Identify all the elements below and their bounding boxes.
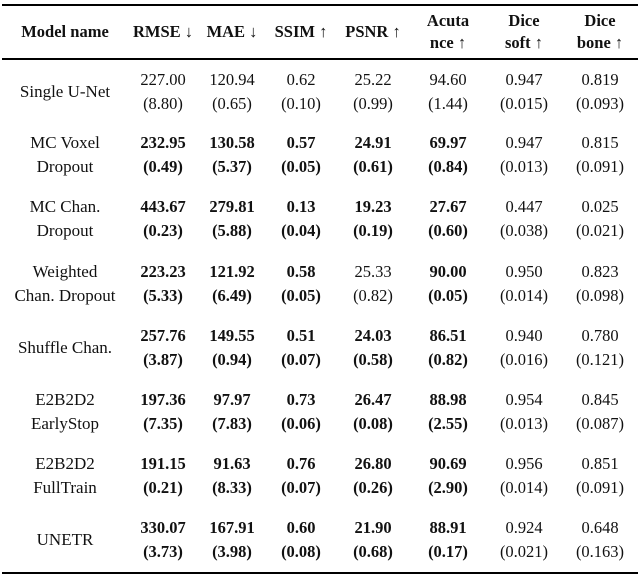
- metric-std: (0.61): [353, 157, 393, 177]
- metric-std: (1.44): [428, 93, 468, 113]
- metric-std: (0.68): [353, 541, 393, 561]
- header-label-line: soft ↑: [504, 33, 544, 52]
- metric-cell: [410, 444, 486, 508]
- results-table: [2, 4, 638, 574]
- header-label-line: MAE ↓: [206, 22, 258, 41]
- model-name-line: Dropout: [36, 157, 94, 177]
- metric-cell: [266, 508, 336, 572]
- metric-mean: 0.57: [286, 133, 316, 153]
- metric-mean: 223.23: [140, 261, 186, 281]
- model-name-line: EarlyStop: [31, 414, 99, 434]
- header-label-line: Acuta: [426, 11, 470, 30]
- metric-std: (0.49): [143, 157, 183, 177]
- table-row: [2, 123, 638, 187]
- metric-cell: [336, 123, 410, 187]
- model-name-line: Shuffle Chan.: [17, 337, 113, 357]
- model-name-cell: [2, 59, 128, 123]
- metric-mean: 0.819: [581, 69, 619, 89]
- table-row: [2, 316, 638, 380]
- metric-cell: [486, 444, 562, 508]
- metric-cell: [198, 59, 266, 123]
- metric-mean: 90.69: [429, 454, 467, 474]
- metric-cell: [562, 380, 638, 444]
- metric-std: (0.19): [353, 221, 393, 241]
- metric-cell: [266, 316, 336, 380]
- metric-mean: 0.025: [581, 197, 619, 217]
- metric-mean: 0.447: [505, 197, 543, 217]
- metric-mean: 0.73: [286, 390, 316, 410]
- ssim-header: [266, 5, 336, 59]
- metric-cell: [198, 187, 266, 251]
- metric-std: (0.05): [281, 285, 321, 305]
- metric-std: (0.093): [575, 93, 625, 113]
- metric-mean: 94.60: [429, 69, 467, 89]
- metric-cell: [410, 187, 486, 251]
- table-row: [2, 508, 638, 572]
- metric-mean: 167.91: [209, 517, 255, 537]
- metric-cell: [336, 444, 410, 508]
- metric-std: (0.08): [353, 414, 393, 434]
- model-name-line: E2B2D2: [35, 390, 95, 410]
- metric-cell: [410, 123, 486, 187]
- metric-cell: [562, 59, 638, 123]
- model-name-line: UNETR: [36, 529, 94, 549]
- metric-cell: [410, 59, 486, 123]
- metric-mean: 0.51: [286, 325, 316, 345]
- table-row: [2, 59, 638, 123]
- metric-mean: 0.947: [505, 69, 543, 89]
- metric-mean: 69.97: [429, 133, 467, 153]
- metric-std: (0.06): [281, 414, 321, 434]
- metric-cell: [198, 380, 266, 444]
- model-name-line: MC Voxel: [30, 133, 100, 153]
- metric-cell: [486, 252, 562, 316]
- metric-std: (0.10): [281, 93, 321, 113]
- metric-cell: [128, 380, 198, 444]
- metric-cell: [562, 444, 638, 508]
- metric-mean: 0.58: [286, 261, 316, 281]
- metric-mean: 232.95: [140, 133, 186, 153]
- metric-std: (0.038): [499, 221, 549, 241]
- metric-std: (3.87): [143, 349, 183, 369]
- metric-cell: [198, 316, 266, 380]
- metric-std: (0.021): [499, 541, 549, 561]
- metric-cell: [410, 252, 486, 316]
- metric-std: (0.014): [499, 285, 549, 305]
- metric-std: (0.58): [353, 349, 393, 369]
- metric-std: (0.60): [428, 221, 468, 241]
- metric-cell: [266, 444, 336, 508]
- model-name-header: [2, 5, 128, 59]
- metric-mean: 26.47: [354, 390, 392, 410]
- metric-std: (0.163): [575, 541, 625, 561]
- model-name-line: Single U-Net: [19, 81, 111, 101]
- metric-mean: 330.07: [140, 517, 186, 537]
- metric-cell: [410, 316, 486, 380]
- metric-cell: [266, 187, 336, 251]
- metric-mean: 0.76: [286, 454, 316, 474]
- metric-std: (0.05): [428, 285, 468, 305]
- metric-std: (0.05): [281, 157, 321, 177]
- header-label-line: Dice: [584, 11, 616, 30]
- metric-mean: 19.23: [354, 197, 392, 217]
- model-name-cell: [2, 252, 128, 316]
- metric-std: (0.99): [353, 93, 393, 113]
- model-name-line: Weighted: [32, 261, 98, 281]
- metric-mean: 191.15: [140, 454, 186, 474]
- metric-mean: 0.648: [581, 517, 619, 537]
- rmse-header: [128, 5, 198, 59]
- metric-mean: 0.13: [286, 197, 316, 217]
- metric-std: (7.83): [212, 414, 252, 434]
- metric-mean: 25.33: [354, 261, 392, 281]
- model-name-cell: [2, 508, 128, 572]
- header-label-line: RMSE ↓: [132, 22, 194, 41]
- metric-cell: [198, 123, 266, 187]
- header-label-line: Model name: [21, 22, 109, 41]
- metric-std: (0.21): [143, 478, 183, 498]
- metric-std: (2.90): [428, 478, 468, 498]
- metric-mean: 25.22: [354, 69, 392, 89]
- header-label-line: Dice: [508, 11, 540, 30]
- metric-cell: [336, 316, 410, 380]
- metric-mean: 27.67: [429, 197, 467, 217]
- metric-mean: 0.780: [581, 325, 619, 345]
- metric-std: (0.015): [499, 93, 549, 113]
- metric-cell: [266, 380, 336, 444]
- metric-std: (0.014): [499, 478, 549, 498]
- metric-cell: [128, 508, 198, 572]
- metric-cell: [486, 508, 562, 572]
- metric-mean: 149.55: [209, 325, 255, 345]
- metric-cell: [128, 252, 198, 316]
- metric-cell: [336, 187, 410, 251]
- metric-cell: [128, 59, 198, 123]
- metric-std: (0.121): [575, 349, 625, 369]
- metric-cell: [198, 508, 266, 572]
- model-name-line: MC Chan.: [29, 197, 101, 217]
- model-name-cell: [2, 316, 128, 380]
- model-name-line: E2B2D2: [35, 454, 95, 474]
- psnr-header: [336, 5, 410, 59]
- table-row: [2, 187, 638, 251]
- header-row: [2, 5, 638, 59]
- metric-mean: 0.940: [505, 325, 543, 345]
- metric-std: (0.08): [281, 541, 321, 561]
- metric-std: (0.087): [575, 414, 625, 434]
- metric-cell: [336, 252, 410, 316]
- metric-cell: [128, 316, 198, 380]
- dice-bone-header: [562, 5, 638, 59]
- metric-std: (0.82): [428, 349, 468, 369]
- metric-std: (0.013): [499, 414, 549, 434]
- metric-mean: 279.81: [209, 197, 255, 217]
- metric-std: (0.04): [281, 221, 321, 241]
- model-name-cell: [2, 380, 128, 444]
- metric-std: (0.82): [353, 285, 393, 305]
- table-row: [2, 444, 638, 508]
- metric-std: (8.80): [143, 93, 183, 113]
- metric-std: (5.88): [212, 221, 252, 241]
- metric-mean: 90.00: [429, 261, 467, 281]
- header-label-line: PSNR ↑: [345, 22, 401, 41]
- metric-mean: 0.815: [581, 133, 619, 153]
- metric-mean: 197.36: [140, 390, 186, 410]
- metric-std: (0.016): [499, 349, 549, 369]
- metric-mean: 24.91: [354, 133, 392, 153]
- metric-mean: 0.851: [581, 454, 619, 474]
- header-label-line: SSIM ↑: [274, 22, 328, 41]
- metric-mean: 0.947: [505, 133, 543, 153]
- metric-std: (0.65): [212, 93, 252, 113]
- metric-cell: [128, 123, 198, 187]
- acutance-header: [410, 5, 486, 59]
- metric-cell: [198, 252, 266, 316]
- metric-std: (0.091): [575, 478, 625, 498]
- metric-mean: 0.60: [286, 517, 316, 537]
- metric-std: (5.37): [212, 157, 252, 177]
- model-name-line: Chan. Dropout: [14, 285, 116, 305]
- metric-cell: [336, 59, 410, 123]
- metric-std: (0.021): [575, 221, 625, 241]
- metric-std: (0.091): [575, 157, 625, 177]
- metric-mean: 443.67: [140, 197, 186, 217]
- header-label-line: nce ↑: [429, 33, 467, 52]
- metric-std: (7.35): [143, 414, 183, 434]
- metric-cell: [410, 508, 486, 572]
- model-name-line: Dropout: [36, 221, 94, 241]
- metric-mean: 97.97: [213, 390, 251, 410]
- metric-mean: 26.80: [354, 454, 392, 474]
- metric-mean: 227.00: [140, 69, 186, 89]
- metric-std: (0.013): [499, 157, 549, 177]
- metric-cell: [562, 508, 638, 572]
- metric-cell: [266, 252, 336, 316]
- metric-cell: [410, 380, 486, 444]
- metric-cell: [486, 59, 562, 123]
- metric-cell: [562, 316, 638, 380]
- metric-mean: 86.51: [429, 325, 467, 345]
- metric-std: (3.98): [212, 541, 252, 561]
- dice-soft-header: [486, 5, 562, 59]
- metric-std: (0.26): [353, 478, 393, 498]
- metric-cell: [336, 380, 410, 444]
- header-label-line: bone ↑: [576, 33, 624, 52]
- metric-std: (2.55): [428, 414, 468, 434]
- metric-mean: 121.92: [209, 261, 255, 281]
- metric-cell: [486, 380, 562, 444]
- metric-mean: 88.91: [429, 517, 467, 537]
- metric-cell: [128, 444, 198, 508]
- metric-mean: 0.823: [581, 261, 619, 281]
- metric-mean: 130.58: [209, 133, 255, 153]
- table-row: [2, 252, 638, 316]
- model-name-cell: [2, 123, 128, 187]
- metric-std: (0.94): [212, 349, 252, 369]
- metric-mean: 88.98: [429, 390, 467, 410]
- metric-mean: 0.845: [581, 390, 619, 410]
- model-name-cell: [2, 187, 128, 251]
- table-header: [2, 5, 638, 59]
- metric-cell: [486, 187, 562, 251]
- metric-cell: [486, 316, 562, 380]
- metric-mean: 0.956: [505, 454, 543, 474]
- metric-std: (5.33): [143, 285, 183, 305]
- metric-cell: [198, 444, 266, 508]
- model-name-line: FullTrain: [33, 478, 97, 498]
- metric-std: (3.73): [143, 541, 183, 561]
- metric-mean: 24.03: [354, 325, 392, 345]
- table-body: [2, 59, 638, 573]
- metric-mean: 0.950: [505, 261, 543, 281]
- metric-cell: [266, 123, 336, 187]
- metric-std: (0.098): [575, 285, 625, 305]
- metric-std: (0.84): [428, 157, 468, 177]
- metric-cell: [486, 123, 562, 187]
- mae-header: [198, 5, 266, 59]
- metric-std: (0.23): [143, 221, 183, 241]
- metric-mean: 0.954: [505, 390, 543, 410]
- metric-mean: 91.63: [213, 454, 251, 474]
- metric-std: (8.33): [212, 478, 252, 498]
- metric-mean: 120.94: [209, 69, 255, 89]
- metric-mean: 0.62: [286, 69, 316, 89]
- metric-std: (0.07): [281, 349, 321, 369]
- metric-cell: [266, 59, 336, 123]
- metric-std: (6.49): [212, 285, 252, 305]
- metric-mean: 21.90: [354, 517, 392, 537]
- metric-std: (0.07): [281, 478, 321, 498]
- metric-cell: [562, 123, 638, 187]
- model-name-cell: [2, 444, 128, 508]
- metric-cell: [562, 187, 638, 251]
- metric-cell: [562, 252, 638, 316]
- table-row: [2, 380, 638, 444]
- metric-std: (0.17): [428, 541, 468, 561]
- metric-cell: [336, 508, 410, 572]
- metric-mean: 0.924: [505, 517, 543, 537]
- metric-cell: [128, 187, 198, 251]
- metric-mean: 257.76: [140, 325, 186, 345]
- results-table-container: [2, 4, 638, 573]
